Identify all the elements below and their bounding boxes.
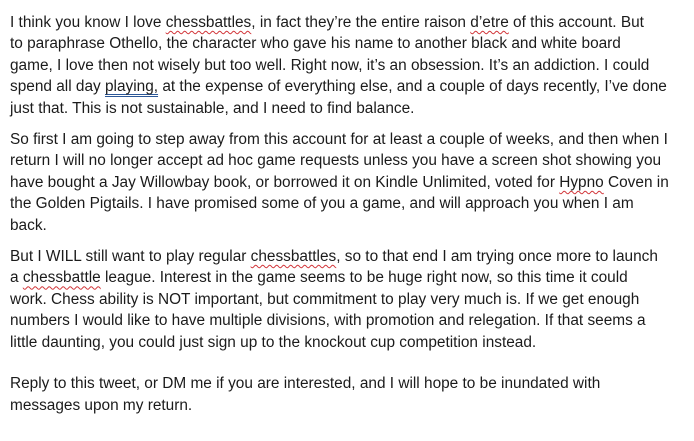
blank-line: [10, 353, 688, 373]
paragraph-1: [10, 12, 688, 119]
text-line: spend all day playing, at the expense of everything else, and a couple of days recently, I’ve done: [10, 78, 667, 96]
text-line: just that. This is not sustainable, and I need to find balance.: [10, 99, 415, 117]
text-line: numbers I would like to have multiple divisions, with promotion and relegation. If that seems a: [10, 312, 646, 330]
text-line: Reply to this tweet, or DM me if you are interested, and I will hope to be inundated with: [10, 375, 601, 393]
text-line: a chessbattle league. Interest in the game seems to be huge right now, so this time it could: [10, 269, 628, 287]
paragraph-2: [10, 129, 688, 236]
grammar-flag[interactable]: playing,: [104, 78, 159, 96]
text-line: back.: [10, 216, 47, 234]
text-line: have bought a Jay Willowbay book, or borrowed it on Kindle Unlimited, voted for Hypno Coven in: [10, 173, 669, 191]
text-line: game, I love then not wisely but too well. Right now, it’s an obsession. It’s an addiction. I could: [10, 56, 650, 74]
spelling-flag[interactable]: chessbattle: [22, 269, 101, 287]
text-line: little daunting, you could just sign up to the knockout cup competition instead.: [10, 333, 537, 351]
text-line: But I WILL still want to play regular chessbattles, so to that end I am trying once more to launch: [10, 248, 658, 266]
text-line: the Golden Pigtails. I have promised some of you a game, and will approach you when I am: [10, 195, 634, 213]
spelling-flag[interactable]: d’etre: [470, 14, 509, 31]
document-body: [10, 12, 688, 426]
text-line: to paraphrase Othello, the character who gave his name to another black and white board: [10, 35, 621, 53]
text-line: work. Chess ability is NOT important, but commitment to play very much is. If we get enough: [10, 290, 640, 308]
spelling-flag[interactable]: chessbattles: [165, 14, 252, 31]
spelling-flag[interactable]: Hypno: [559, 173, 604, 191]
text-line: So first I am going to step away from this account for at least a couple of weeks, and then when I: [10, 131, 668, 149]
text-line: return I will no longer accept ad hoc game requests unless you have a screen shot showing you: [10, 152, 662, 170]
paragraph-4: [10, 373, 688, 416]
text-line: I think you know I love chessbattles, in fact they’re the entire raison d’etre of this account. But: [10, 14, 644, 31]
paragraph-3: [10, 246, 688, 353]
text-line: messages upon my return.: [10, 396, 193, 414]
spelling-flag[interactable]: chessbattles: [250, 248, 337, 266]
